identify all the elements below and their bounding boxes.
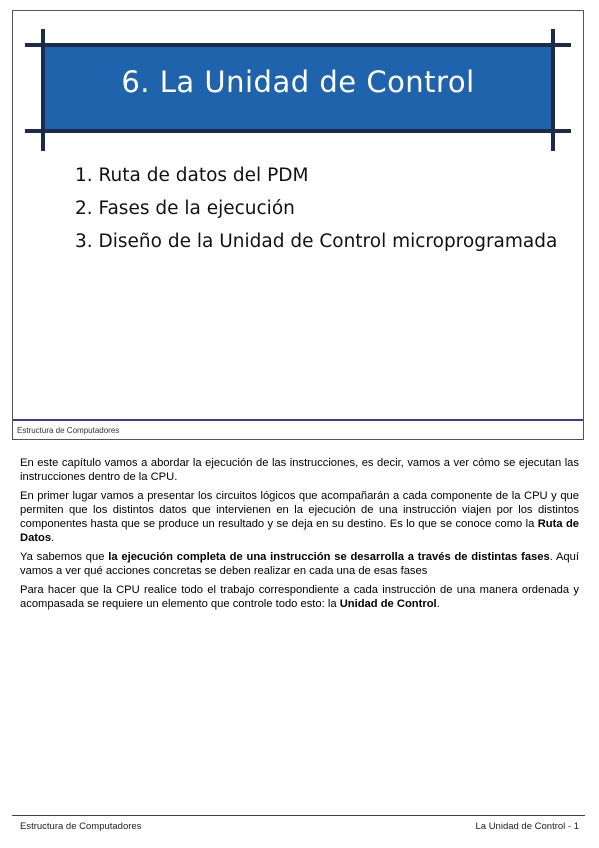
slide-outline [75, 159, 557, 258]
outline-item: 3. Diseño de la Unidad de Control microprogramada [75, 231, 558, 252]
banner-corner-bl [25, 129, 43, 133]
notes-text [20, 456, 579, 616]
notes-p4-end: . [436, 598, 440, 610]
page-footer-rule [12, 815, 585, 816]
notes-p1-text: En este capítulo vamos a abordar la ejecución de las instrucciones, es decir, vamos a ver cómo se ejecutan las instrucciones dentro de la CPU. [20, 457, 579, 483]
slide-panel [12, 10, 584, 440]
banner-corner-tl [25, 43, 43, 47]
notes-p4-bold: Unidad de Control [339, 598, 437, 610]
notes-p2-end: . [51, 532, 55, 544]
page-footer-course: Estructura de Computadores [20, 821, 142, 832]
banner-corner-br [553, 129, 571, 133]
page-footer-chapter: La Unidad de Control - 1 [475, 821, 579, 832]
notes-paragraph-2 [20, 489, 579, 545]
notes-paragraph-3 [20, 550, 579, 578]
title-banner [43, 43, 553, 133]
slide-title: 6. La Unidad de Control [121, 65, 475, 99]
notes-p3-text: Ya sabemos que [20, 551, 109, 563]
notes-p3-bold: la ejecución completa de una instrucción se desarrolla a través de distintas fases [108, 551, 550, 563]
banner-corner-tr [553, 43, 571, 47]
outline-item: 2. Fases de la ejecución [75, 198, 295, 219]
notes-p3-end: . Aquí vamos a ver qué acciones concretas se deben realizar en cada una de esas fases [20, 551, 579, 577]
slide-footer: Estructura de Computadores [17, 426, 120, 435]
notes-p2-text: En primer lugar vamos a presentar los circuitos lógicos que acompañarán a cada componente de la CPU y que permiten que los distintos datos que intervienen en la ejecución de una instrucción viajen por los distintos componentes hasta que se produce un resultado y se deja en su destino. Es lo que se conoce como la [20, 490, 579, 530]
notes-p2-bold: Ruta de Datos [20, 518, 580, 544]
notes-paragraph-1 [20, 456, 579, 484]
slide-footer-rule [13, 419, 583, 421]
outline-item: 1. Ruta de datos del PDM [75, 165, 309, 186]
notes-p4-text: Para hacer que la CPU realice todo el trabajo correspondiente a cada instrucción de una manera ordenada y acompasada se requiere un elemento que controle todo esto: la [20, 584, 579, 610]
notes-paragraph-4 [20, 583, 579, 611]
